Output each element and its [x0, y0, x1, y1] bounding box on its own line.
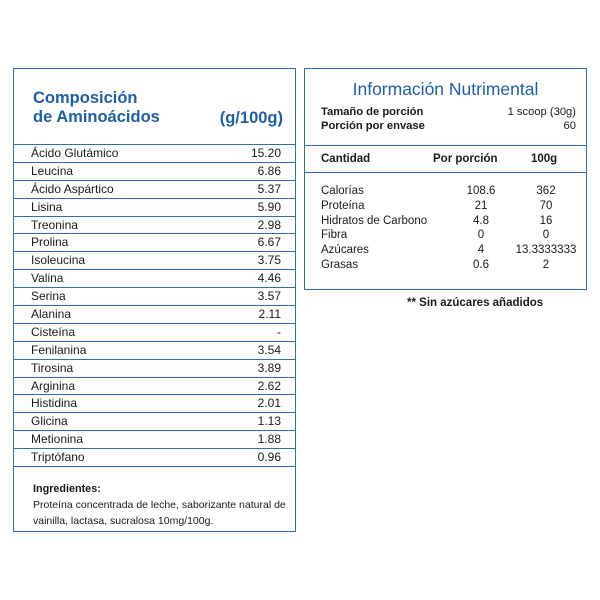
amino-acid-row	[14, 360, 295, 378]
amino-acid-value: 15.20	[250, 146, 281, 160]
amino-acid-name: Histidina	[31, 396, 78, 411]
nutrient-per-serving: 4.8	[473, 214, 489, 227]
nutrient-name: Grasas	[321, 258, 359, 271]
divider	[305, 172, 586, 173]
amino-acid-name: Isoleucina	[31, 253, 86, 268]
amino-acid-value: 4.46	[257, 271, 281, 286]
nutrition-row	[321, 184, 583, 199]
amino-acid-row	[14, 431, 295, 449]
nutrition-row	[321, 228, 583, 243]
ingredients-text: Proteína concentrada de leche, saborizante natural de vainilla, lactasa, sucralosa 10mg/100g.	[33, 499, 286, 528]
amino-unit: (g/100g)	[219, 109, 283, 127]
nutrient-per-100g: 16	[539, 214, 553, 227]
nutrient-name: Hidratos de Carbono	[321, 214, 428, 227]
amino-acid-name: Triptófano	[31, 450, 85, 465]
amino-acid-panel	[13, 68, 296, 532]
amino-acid-value: 2.98	[257, 217, 281, 232]
nutrient-per-100g: 2	[542, 258, 550, 271]
amino-acid-name: Tirosina	[31, 360, 74, 375]
amino-acid-row	[14, 395, 295, 413]
amino-acid-row	[14, 217, 295, 235]
serving-size-label: Tamaño de porción	[321, 106, 424, 118]
nutrient-per-serving: 0.6	[473, 258, 489, 271]
amino-acid-row	[14, 252, 295, 270]
amino-acid-name: Alanina	[31, 307, 72, 322]
amino-acid-row	[14, 378, 295, 396]
amino-acid-value: 0.96	[257, 450, 281, 465]
nutrient-name: Calorías	[321, 185, 364, 197]
amino-title-line1: Composición	[33, 89, 138, 107]
amino-acid-list	[14, 145, 295, 467]
amino-acid-value: -	[277, 324, 281, 339]
nutrient-name: Fibra	[321, 229, 348, 242]
nutrition-row	[321, 258, 583, 273]
amino-acid-value: 3.75	[257, 253, 281, 268]
servings-row	[321, 120, 576, 134]
amino-acid-row	[14, 145, 295, 163]
nutrient-per-serving: 21	[474, 199, 488, 212]
nutrient-per-100g: 13.3333333	[515, 244, 577, 257]
serving-info	[321, 106, 576, 133]
amino-acid-name: Valina	[31, 271, 64, 286]
nutrient-per-serving: 4	[477, 244, 485, 257]
amino-acid-value: 5.37	[257, 181, 281, 196]
amino-acid-row	[14, 163, 295, 181]
amino-acid-name: Prolina	[31, 235, 69, 250]
amino-acid-name: Treonina	[31, 217, 78, 232]
nutrition-row	[321, 199, 583, 214]
amino-acid-name: Lisina	[31, 199, 63, 214]
amino-acid-row	[14, 342, 295, 360]
amino-acid-name: Serina	[31, 289, 66, 304]
amino-acid-row	[14, 199, 295, 217]
amino-acid-value: 3.57	[257, 289, 281, 304]
no-added-sugar-note: ** Sin azúcares añadidos	[407, 297, 544, 309]
serving-size-value: 1 scoop (30g)	[507, 106, 576, 118]
amino-acid-name: Arginina	[31, 378, 76, 393]
nutrient-name: Proteína	[321, 199, 365, 212]
amino-acid-row	[14, 306, 295, 324]
servings-value: 60	[563, 119, 576, 132]
amino-acid-value: 1.13	[257, 414, 281, 429]
amino-acid-value: 2.01	[257, 396, 281, 411]
amino-acid-name: Ácido Glutámico	[31, 146, 119, 160]
amino-title-line2: de Aminoácidos	[33, 108, 160, 126]
amino-acid-row	[14, 270, 295, 288]
servings-label: Porción por envase	[321, 119, 425, 132]
amino-acid-name: Ácido Aspártico	[31, 181, 114, 196]
nutrition-title: Información Nutrimental	[352, 79, 539, 99]
nutrient-per-100g: 70	[539, 199, 553, 212]
nutrient-per-100g: 362	[536, 185, 556, 197]
nutrition-panel	[304, 68, 587, 290]
amino-acid-name: Metionina	[31, 432, 84, 447]
nutrition-row	[321, 214, 583, 229]
amino-acid-row	[14, 181, 295, 199]
amino-acid-name: Glicina	[31, 414, 68, 429]
col-100g-header: 100g	[531, 153, 558, 165]
amino-acid-row	[14, 324, 295, 342]
amino-acid-value: 2.62	[257, 378, 281, 393]
divider	[305, 145, 586, 146]
nutrition-row	[321, 243, 583, 258]
nutrient-per-serving: 0	[477, 229, 485, 242]
nutrient-per-100g: 0	[542, 229, 550, 242]
ingredients-title: Ingredientes:	[33, 483, 101, 496]
amino-acid-value: 3.54	[257, 342, 281, 357]
amino-acid-header	[14, 69, 295, 145]
nutrient-name: Azúcares	[321, 244, 369, 257]
amino-acid-row	[14, 413, 295, 431]
nutrient-per-serving: 108.6	[466, 185, 496, 197]
amino-acid-value: 1.88	[257, 432, 281, 447]
serving-size-row	[321, 106, 576, 120]
amino-acid-value: 6.67	[257, 235, 281, 250]
nutrition-rows	[321, 184, 583, 273]
amino-acid-value: 3.89	[257, 360, 281, 375]
amino-acid-row	[14, 288, 295, 306]
amino-acid-name: Fenilanina	[31, 342, 87, 357]
amino-acid-name: Cisteína	[31, 324, 76, 339]
col-amount-header: Cantidad	[321, 153, 371, 165]
amino-acid-name: Leucina	[31, 163, 74, 178]
amino-acid-row	[14, 449, 295, 467]
amino-acid-title	[33, 89, 160, 127]
amino-acid-value: 5.90	[257, 199, 281, 214]
amino-acid-value: 6.86	[257, 163, 281, 178]
ingredients-block	[14, 467, 295, 529]
amino-acid-row	[14, 234, 295, 252]
amino-acid-value: 2.11	[258, 307, 281, 322]
col-per-serving-header: Por porción	[433, 153, 498, 165]
